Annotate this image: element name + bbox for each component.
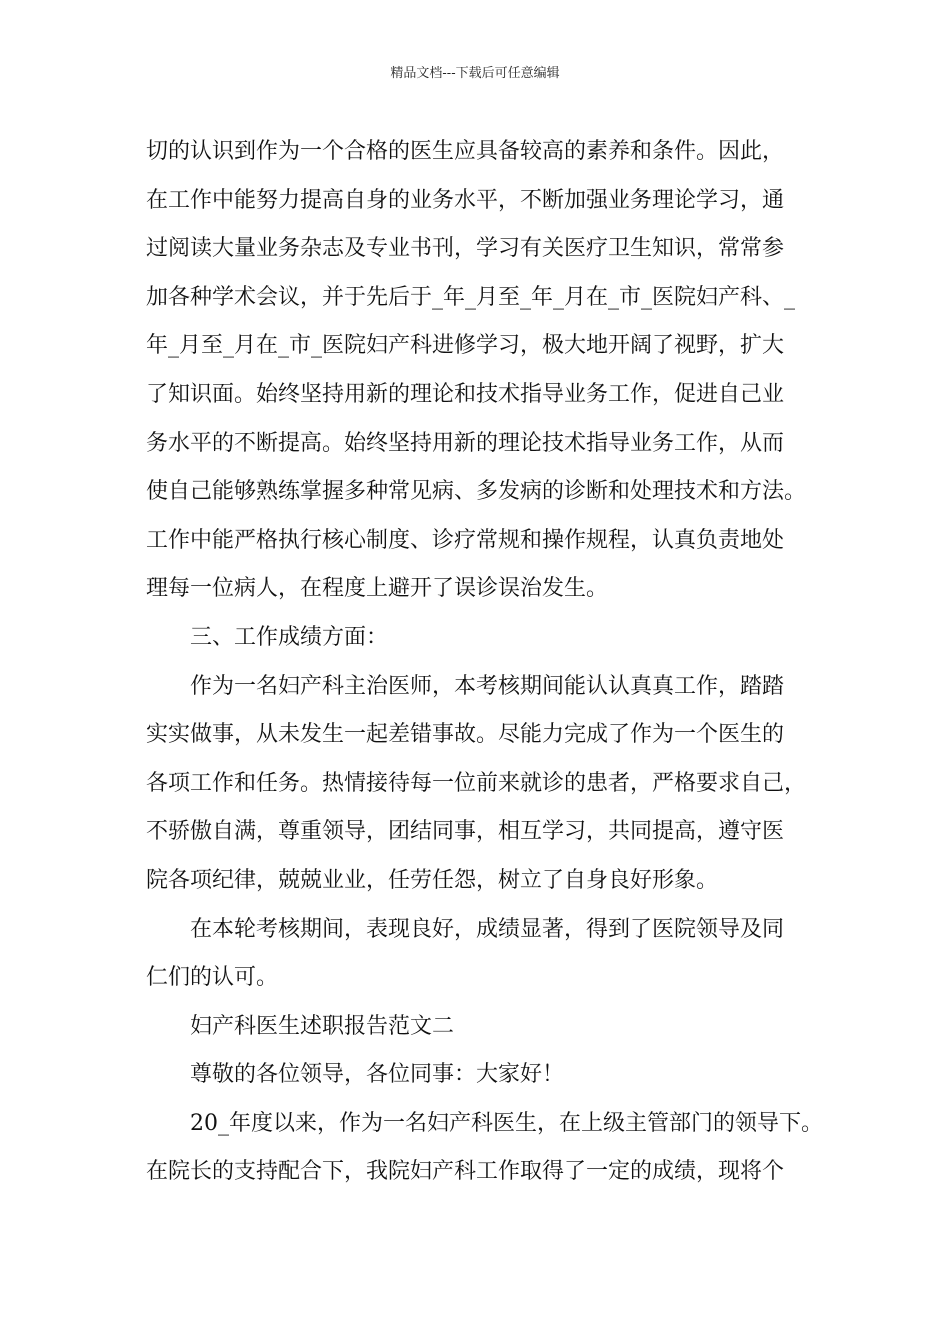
text-line: 工作中能严格执行核心制度、诊疗常规和操作规程，认真负责地处 [146,527,785,553]
text-line: 了知识面。始终坚持用新的理论和技术指导业务工作，促进自己业 [146,381,785,407]
document-body [146,128,826,1197]
text-line: 在工作中能努力提高自身的业务水平，不断加强业务理论学习，通 [146,187,785,213]
text-line: 使自己能够熟练掌握多种常见病、多发病的诊断和处理技术和方法。 [146,479,807,505]
text-line: 实实做事，从未发生一起差错事故。尽能力完成了作为一个医生的 [146,722,785,748]
text-line: 年_月至_月在_市_医院妇产科进修学习，极大地开阔了视野，扩大 [146,333,785,359]
text-line: 仁们的认可。 [146,965,279,991]
greeting-line: 尊敬的各位领导，各位同事：大家好！ [190,1062,565,1088]
text-line: 理每一位病人，在程度上避开了误诊误治发生。 [146,576,609,602]
text-line: 过阅读大量业务杂志及专业书刊，学习有关医疗卫生知识，常常参 [146,236,785,262]
text-line: 加各种学术会议，并于先后于_年_月至_年_月在_市_医院妇产科、_ [146,284,796,310]
text-line: 院各项纪律，兢兢业业，任劳任怨，树立了自身良好形象。 [146,867,719,893]
text-line: 在院长的支持配合下，我院妇产科工作取得了一定的成绩，现将个 [146,1159,785,1185]
text-line: 20_年度以来，作为一名妇产科医生，在上级主管部门的领导下。 [190,1110,823,1136]
text-line: 切的认识到作为一个合格的医生应具备较高的素养和条件。因此， [146,139,785,164]
text-line: 作为一名妇产科主治医师，本考核期间能认认真真工作，踏踏 [190,673,785,699]
page-header: 精品文档---下载后可任意编辑 [390,66,560,81]
section-heading: 三、工作成绩方面： [190,624,389,650]
text-line: 在本轮考核期间，表现良好，成绩显著，得到了医院领导及同 [190,916,785,942]
subtitle-line: 妇产科医生述职报告范文二 [190,1013,455,1039]
text-line: 不骄傲自满，尊重领导，团结同事，相互学习，共同提高，遵守医 [146,819,785,845]
text-line: 各项工作和任务。热情接待每一位前来就诊的患者，严格要求自己， [146,770,807,796]
text-line: 务水平的不断提高。始终坚持用新的理论技术指导业务工作，从而 [146,430,785,456]
